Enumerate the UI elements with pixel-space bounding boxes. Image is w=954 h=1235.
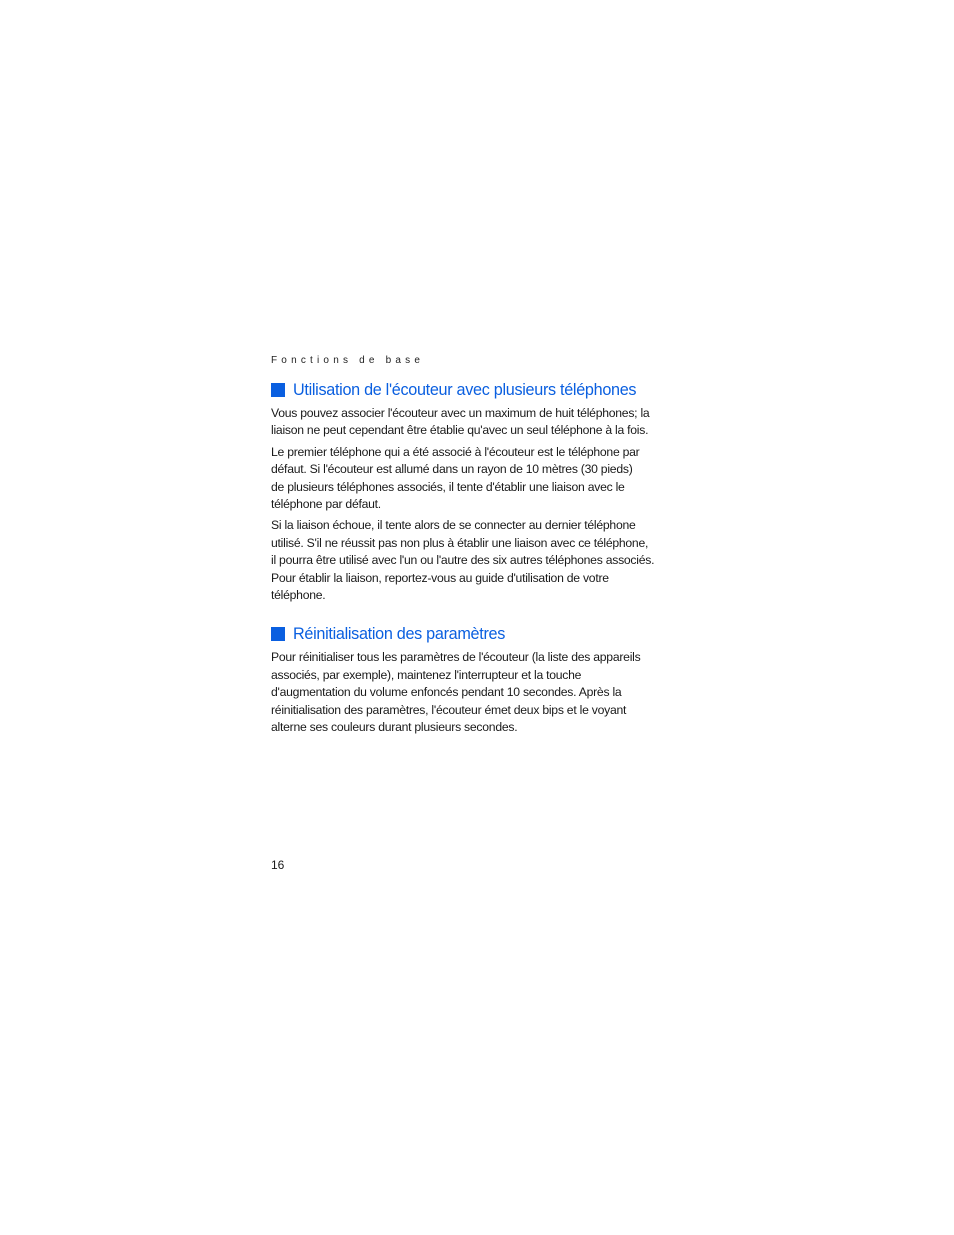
section-multiple-phones: [271, 378, 671, 604]
text-line: Le premier téléphone qui a été associé à l'écouteur est le téléphone par: [271, 444, 640, 459]
text-line: Si la liaison échoue, il tente alors de se connecter au dernier téléphone: [271, 518, 636, 533]
text-line: de plusieurs téléphones associés, il tente d'établir une liaison avec le: [271, 479, 625, 494]
text-line: utilisé. S'il ne réussit pas non plus à établir une liaison avec ce téléphone,: [271, 535, 649, 550]
running-header: Fonctions de base: [271, 355, 425, 366]
text-line: téléphone.: [271, 588, 326, 603]
section-reset-settings: [271, 622, 671, 736]
text-line: Pour réinitialiser tous les paramètres de l'écouteur (la liste des appareils: [271, 650, 641, 665]
section-heading: [271, 622, 671, 646]
text-line: il pourra être utilisé avec l'un ou l'autre des six autres téléphones associés.: [271, 553, 655, 568]
paragraph: [271, 649, 671, 736]
section-heading: [271, 378, 671, 402]
paragraph: [271, 444, 671, 514]
text-line: liaison ne peut cependant être établie qu'avec un seul téléphone à la fois.: [271, 423, 649, 438]
text-line: associés, par exemple), maintenez l'interrupteur et la touche: [271, 667, 582, 682]
text-line: réinitialisation des paramètres, l'écouteur émet deux bips et le voyant: [271, 702, 627, 717]
paragraph: [271, 517, 671, 604]
text-line: alterne ses couleurs durant plusieurs secondes.: [271, 720, 518, 735]
heading-square-icon: [271, 627, 285, 641]
section-heading-text: Réinitialisation des paramètres: [293, 625, 506, 644]
text-line: Pour établir la liaison, reportez-vous au guide d'utilisation de votre: [271, 570, 609, 585]
paragraph: [271, 405, 671, 440]
text-line: défaut. Si l'écouteur est allumé dans un rayon de 10 mètres (30 pieds): [271, 462, 633, 477]
page-number: 16: [271, 858, 285, 872]
text-line: d'augmentation du volume enfoncés pendant 10 secondes. Après la: [271, 685, 622, 700]
page-content: [271, 378, 671, 737]
heading-square-icon: [271, 383, 285, 397]
text-line: téléphone par défaut.: [271, 497, 381, 512]
text-line: Vous pouvez associer l'écouteur avec un maximum de huit téléphones; la: [271, 406, 650, 420]
section-heading-text: Utilisation de l'écouteur avec plusieurs téléphones: [293, 381, 637, 399]
